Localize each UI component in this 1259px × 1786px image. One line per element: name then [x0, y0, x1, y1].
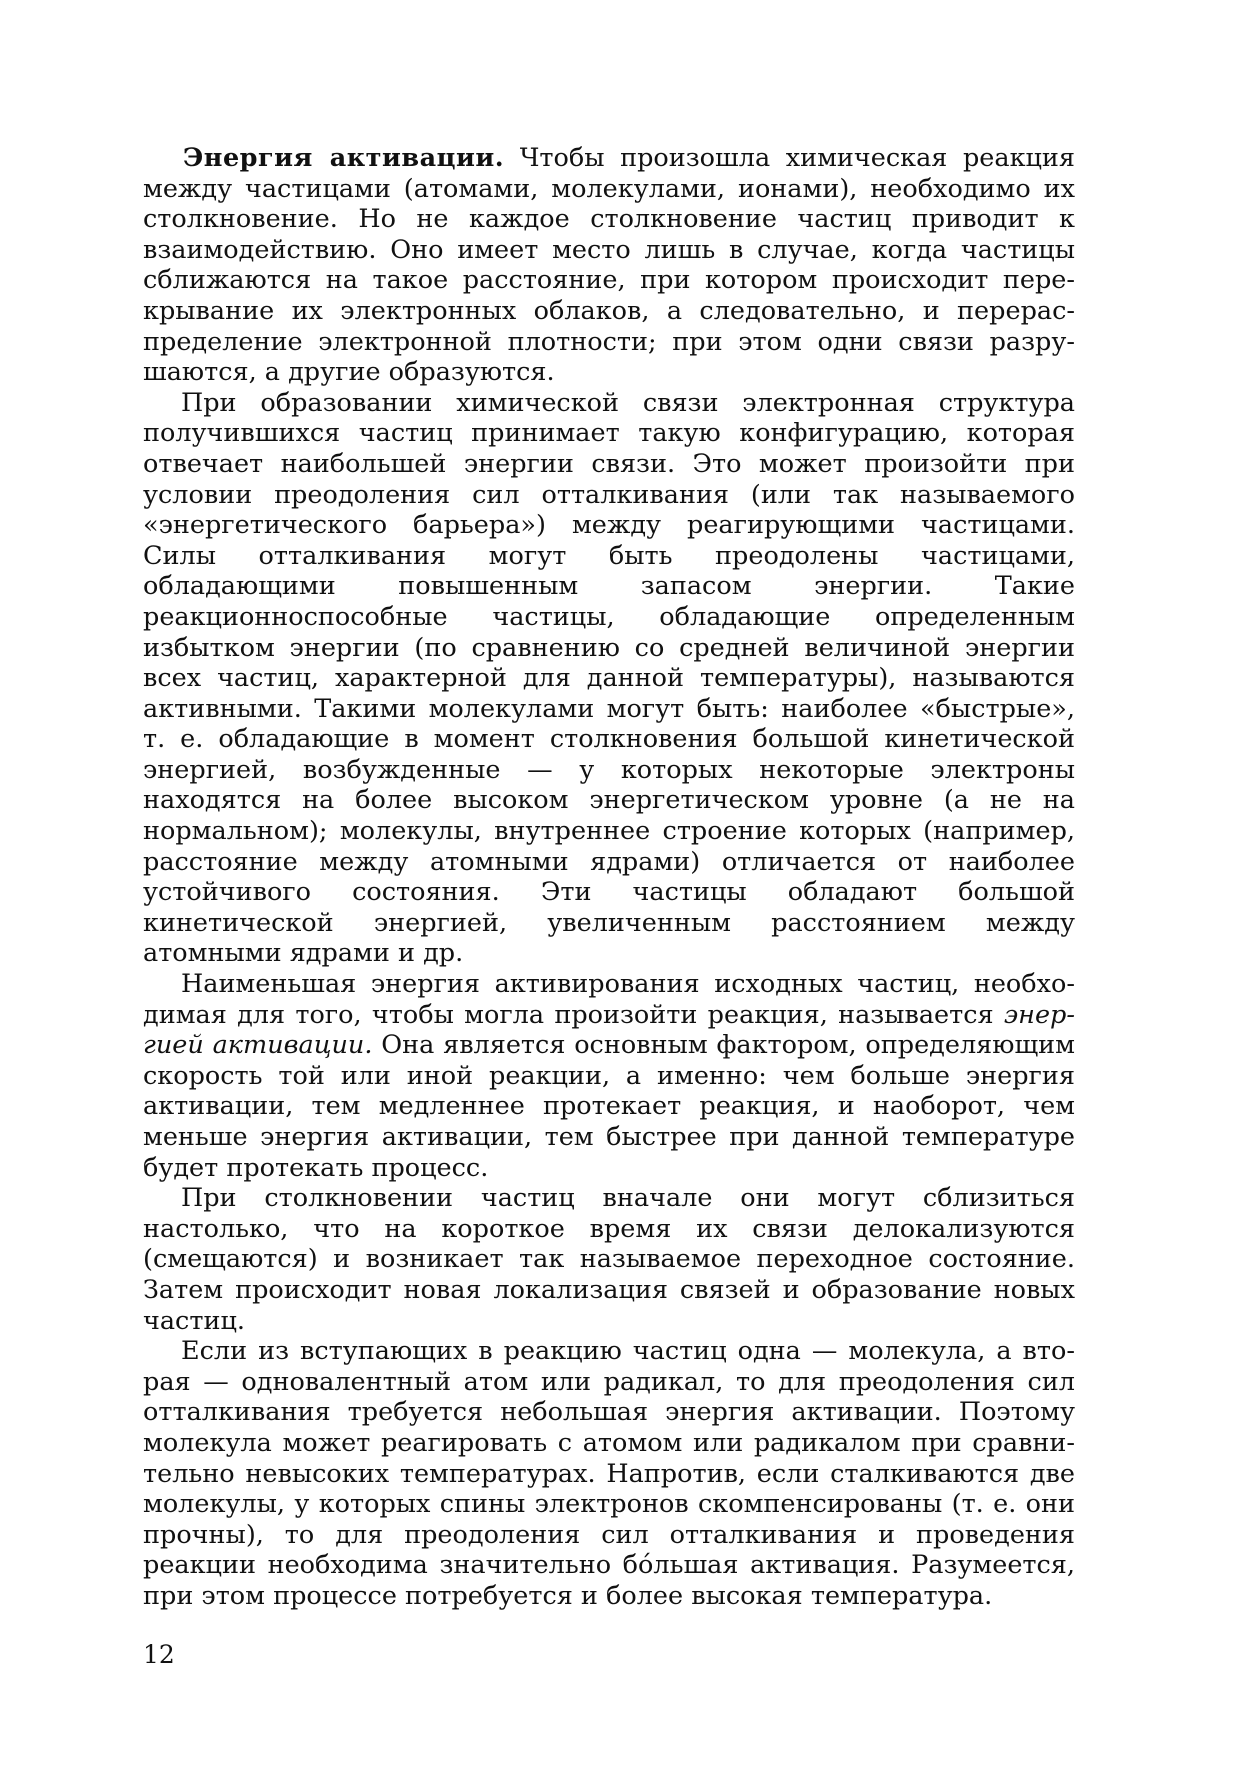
paragraph-text: Наименьшая энергия активирования исходных частиц, необходимая для того, чтобы могла произойти реакция, называется: [143, 969, 1075, 1030]
page-number: 12: [143, 1640, 175, 1669]
paragraph-text: При образовании химической связи электронная структура получившихся частиц принимает такую конфигурацию, которая отвечает наибольшей энергии связи. Это может произойти при условии преодоления сил отталкивания (или так называемого «энергетического барьера») между реагирующими частицами. Силы отталкивания могут быть преодолены частицами, обладающими повышенным запасом энергии. Такие реакционноспособные частицы, обладающие определенным избытком энергии (по сравнению со средней величиной энергии всех частиц, характерной для данной температуры), называются активными. Такими молекулами могут быть: наиболее «быстрые», т. е. обладающие в момент столкновения большой кинетической энергией, возбужденные — у которых некоторые электроны находятся на более высоком энергетическом уровне (а не на нормальном); молекулы, внутреннее строение которых (например, расстояние между атомными ядрами) отличается от наиболее устойчивого состояния. Эти частицы обладают большой кинетической энергией, увеличенным расстоянием между атомными ядрами и др.: [143, 387, 1075, 969]
paragraph-text: Она является основным фактором, определяющим скорость той или иной реакции, а именно: чем больше энергия активации, тем медленнее протекает реакция, и наоборот, чем меньше энергия активации, тем быстрее при данной температуре будет протекать процесс.: [143, 1030, 1075, 1183]
paragraph-activation-energy: [143, 143, 1075, 388]
main-text: [143, 143, 1075, 1612]
paragraph-transition-state: [143, 1183, 1075, 1336]
italic-term: энергией активации.: [143, 999, 1075, 1061]
section-heading: Энергия активации.: [183, 143, 505, 173]
paragraph-chemical-bond: [143, 388, 1075, 969]
paragraph-molecule-radical: [143, 1336, 1075, 1611]
paragraph-activation-definition: [143, 969, 1075, 1183]
paragraph-text: При столкновении частиц вначале они могут сблизиться настолько, что на короткое время их связи делокализуются (смещаются) и возникает так называемое переходное состояние. Затем происходит новая локализация связей и образование новых частиц.: [143, 1183, 1075, 1336]
paragraph-text: Чтобы произошла химическая реакция между частицами (атомами, молекулами, ионами), необходимо их столкновение. Но не каждое столкновение частиц приводит к взаимодействию. Оно имеет место лишь в случае, когда частицы сближаются на такое расстояние, при котором происходит перекрывание их электронных облаков, а следовательно, и перераспределение электронной плотности; при этом одни связи разрушаются, а другие образуются.: [143, 143, 1075, 388]
paragraph-text: Если из вступающих в реакцию частиц одна — молекула, а вторая — одновалентный атом или радикал, то для преодоления сил отталкивания требуется небольшая энергия активации. Поэтому молекула может реагировать с атомом или радикалом при сравнительно невысоких температурах. Напротив, если сталкиваются две молекулы, у которых спины электронов скомпенсированы (т. е. они прочны), то для преодоления сил отталкивания и проведения реакции необходима значительно бóльшая активация. Разумеется, при этом процессе потребуется и более высокая температура.: [143, 1336, 1075, 1611]
